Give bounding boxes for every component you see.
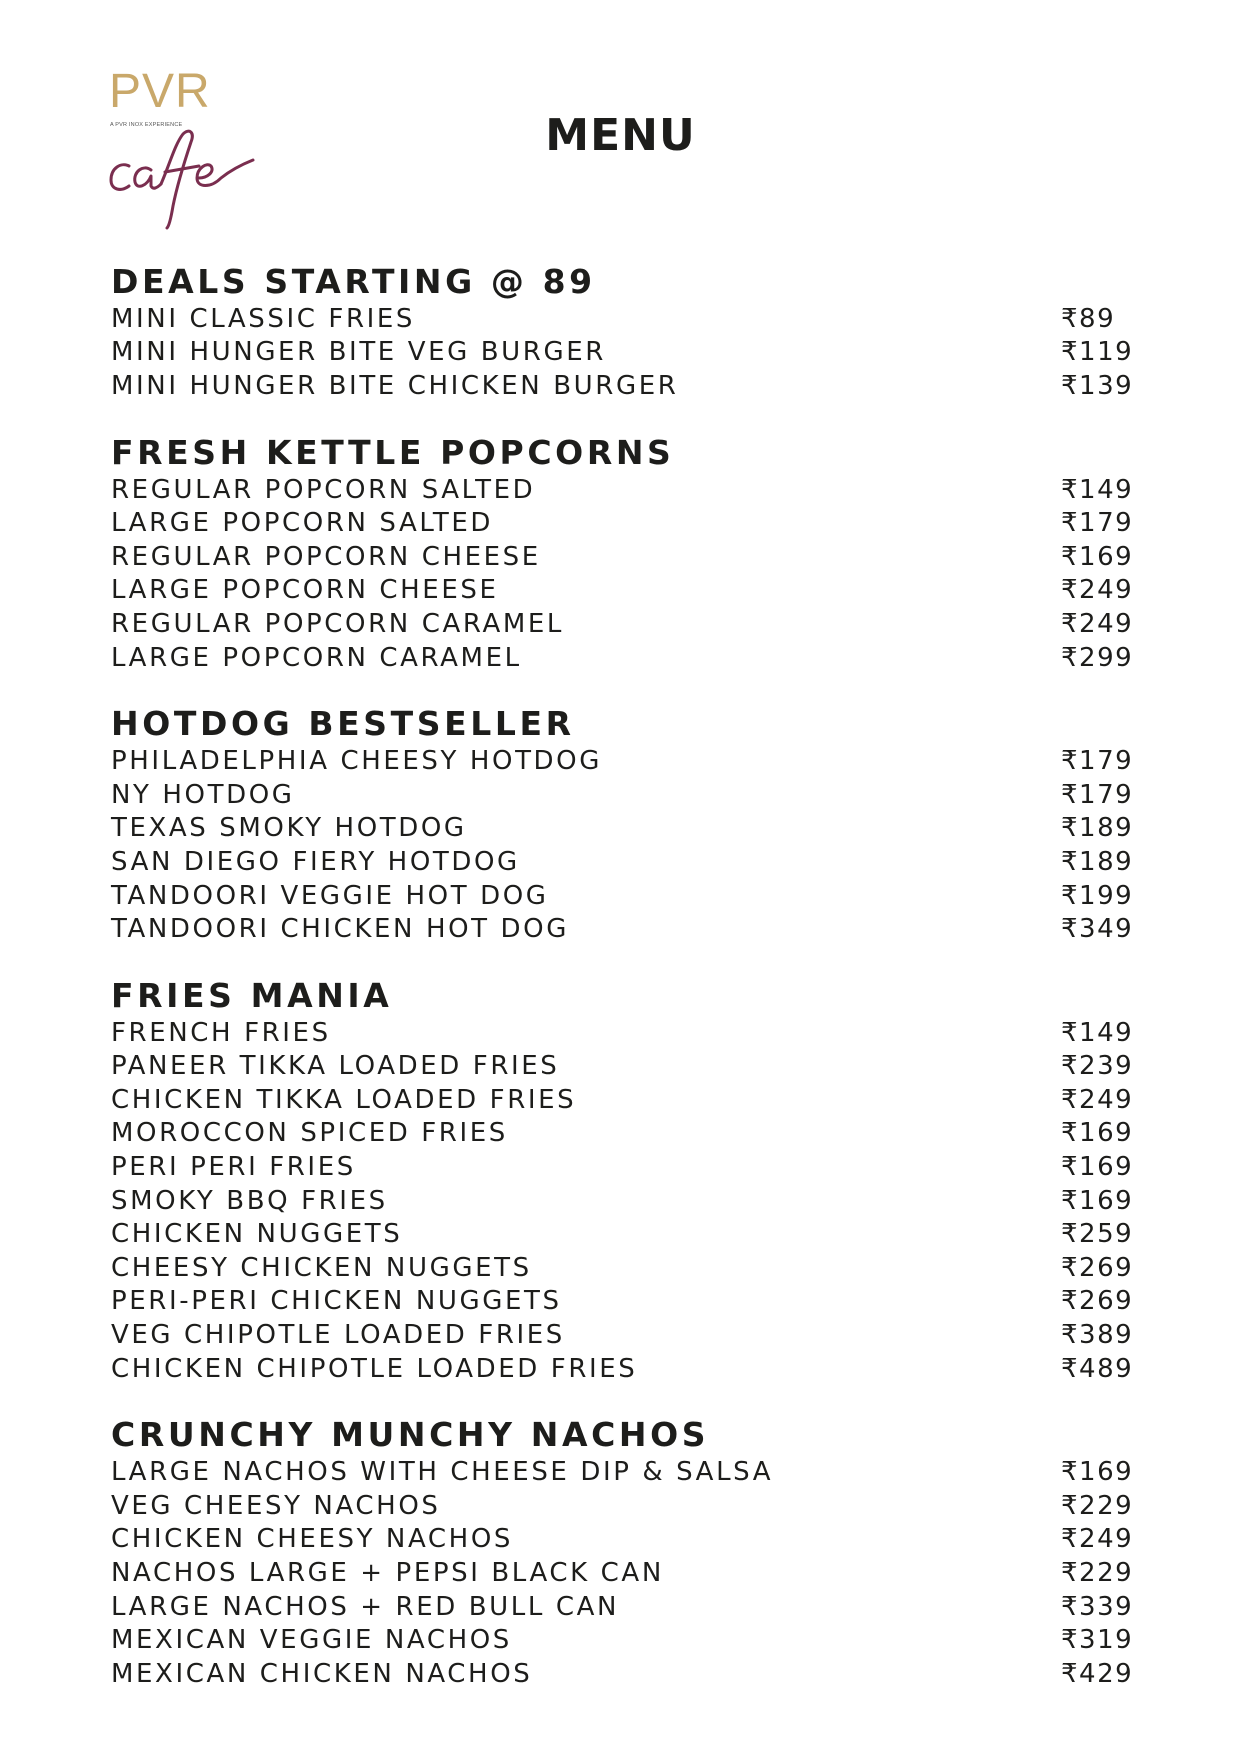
menu-item <box>111 778 1134 812</box>
menu-item <box>111 302 1131 336</box>
menu-item-name: CHEESY CHICKEN NUGGETS <box>111 1252 532 1283</box>
menu-item-price: ₹189 <box>1061 813 1134 844</box>
menu-item-name: NACHOS LARGE + PEPSI BLACK CAN <box>111 1558 664 1589</box>
menu-item <box>111 641 1134 675</box>
menu-item-name: CHICKEN NUGGETS <box>111 1219 403 1250</box>
menu-item-price: ₹339 <box>1061 1591 1134 1622</box>
menu-item-name: PANEER TIKKA LOADED FRIES <box>111 1051 560 1082</box>
menu-item-price: ₹249 <box>1061 1084 1134 1115</box>
menu-item <box>111 1251 1134 1285</box>
menu-item <box>111 912 1134 946</box>
menu-item-name: CHICKEN TIKKA LOADED FRIES <box>111 1084 577 1115</box>
menu-item <box>111 336 1134 370</box>
menu-item-name: REGULAR POPCORN CARAMEL <box>111 608 564 639</box>
menu-item-name: MINI HUNGER BITE VEG BURGER <box>111 337 606 368</box>
menu-item-name: REGULAR POPCORN SALTED <box>111 474 536 505</box>
menu-section <box>111 1415 1134 1690</box>
menu-item-price: ₹349 <box>1061 914 1134 945</box>
section-title: DEALS STARTING @ 89 <box>111 262 596 301</box>
menu-item <box>111 879 1134 913</box>
menu-section <box>111 432 1134 675</box>
menu-item-name: TANDOORI CHICKEN HOT DOG <box>111 914 569 945</box>
menu-item <box>111 845 1134 879</box>
menu-item-price: ₹259 <box>1061 1219 1134 1250</box>
menu-section <box>111 262 1134 403</box>
menu-item <box>111 1455 1134 1489</box>
menu-item-name: SMOKY BBQ FRIES <box>111 1185 388 1216</box>
menu-item <box>111 1590 1134 1624</box>
menu-item-price: ₹179 <box>1061 779 1134 810</box>
menu-item <box>111 1352 1134 1386</box>
menu-item-price: ₹299 <box>1061 642 1134 673</box>
menu-item <box>111 1556 1134 1590</box>
menu-item <box>111 540 1134 574</box>
section-title: HOTDOG BESTSELLER <box>111 704 575 744</box>
menu-item-price: ₹319 <box>1061 1625 1134 1656</box>
menu-item-name: CHICKEN CHEESY NACHOS <box>111 1524 513 1555</box>
menu-item <box>111 1083 1134 1117</box>
menu-item <box>111 812 1134 846</box>
menu-item-price: ₹269 <box>1061 1286 1134 1317</box>
menu-item <box>111 506 1134 540</box>
menu-item <box>111 1623 1134 1657</box>
section-title: FRESH KETTLE POPCORNS <box>111 432 675 472</box>
menu-item-price: ₹149 <box>1061 474 1134 505</box>
menu-item-price: ₹229 <box>1061 1558 1134 1589</box>
menu-item-price: ₹249 <box>1061 1524 1134 1555</box>
menu-item-price: ₹179 <box>1061 746 1134 777</box>
menu-item <box>111 1523 1134 1557</box>
logo-brand-text: PVR <box>109 65 211 118</box>
menu-item-name: MOROCCON SPICED FRIES <box>111 1118 508 1149</box>
section-title: CRUNCHY MUNCHY NACHOS <box>111 1415 710 1455</box>
menu-item-price: ₹169 <box>1061 1152 1134 1183</box>
menu-item-name: REGULAR POPCORN CHEESE <box>111 541 541 572</box>
menu-item-price: ₹169 <box>1061 1457 1134 1488</box>
menu-item-name: SAN DIEGO FIERY HOTDOG <box>111 846 520 877</box>
menu-item <box>111 607 1134 641</box>
menu-item-name: VEG CHEESY NACHOS <box>111 1490 441 1521</box>
menu-item <box>111 1150 1134 1184</box>
menu-item <box>111 574 1134 608</box>
menu-item-price: ₹89 <box>1061 303 1116 334</box>
menu-item-price: ₹189 <box>1061 846 1134 877</box>
menu-item-name: FRENCH FRIES <box>111 1017 331 1048</box>
menu-item-name: TANDOORI VEGGIE HOT DOG <box>111 880 549 911</box>
menu-item-price: ₹249 <box>1061 608 1134 639</box>
menu-item-price: ₹429 <box>1061 1658 1134 1689</box>
menu-item <box>111 1489 1134 1523</box>
menu-title: MENU <box>545 110 696 161</box>
menu-item-name: LARGE NACHOS WITH CHEESE DIP & SALSA <box>111 1457 774 1488</box>
menu-item-name: VEG CHIPOTLE LOADED FRIES <box>111 1320 565 1351</box>
menu-item <box>111 369 1134 403</box>
menu-item-price: ₹169 <box>1061 1185 1134 1216</box>
section-title: FRIES MANIA <box>111 975 393 1015</box>
menu-section <box>111 704 1134 946</box>
menu-item <box>111 1285 1134 1319</box>
menu-list <box>111 262 1134 1721</box>
menu-item-price: ₹489 <box>1061 1353 1134 1384</box>
menu-item-name: MINI CLASSIC FRIES <box>111 303 416 334</box>
menu-item-name: TEXAS SMOKY HOTDOG <box>111 813 467 844</box>
menu-item <box>111 1016 1134 1050</box>
menu-item-price: ₹169 <box>1061 1118 1134 1149</box>
menu-item <box>111 1050 1134 1084</box>
menu-item-name: LARGE NACHOS + RED BULL CAN <box>111 1591 620 1622</box>
menu-item-name: PHILADELPHIA CHEESY HOTDOG <box>111 746 602 777</box>
menu-item-price: ₹169 <box>1061 541 1134 572</box>
menu-item-price: ₹119 <box>1061 337 1134 368</box>
menu-item-name: NY HOTDOG <box>111 779 295 810</box>
menu-item-name: LARGE POPCORN SALTED <box>111 508 494 539</box>
menu-item-price: ₹249 <box>1061 575 1134 606</box>
menu-item-name: MEXICAN CHICKEN NACHOS <box>111 1658 533 1689</box>
menu-item-price: ₹199 <box>1061 880 1134 911</box>
menu-item <box>111 1184 1134 1218</box>
menu-item-price: ₹149 <box>1061 1017 1134 1048</box>
menu-item-name: LARGE POPCORN CARAMEL <box>111 642 522 673</box>
menu-item <box>111 1217 1134 1251</box>
menu-item-name: CHICKEN CHIPOTLE LOADED FRIES <box>111 1353 638 1384</box>
menu-item-price: ₹179 <box>1061 508 1134 539</box>
menu-item-name: MINI HUNGER BITE CHICKEN BURGER <box>111 370 679 401</box>
menu-item-name: LARGE POPCORN CHEESE <box>111 575 499 606</box>
menu-item-price: ₹269 <box>1061 1252 1134 1283</box>
menu-item <box>111 473 1134 507</box>
menu-item <box>111 1318 1134 1352</box>
menu-item <box>111 744 1134 778</box>
menu-item-name: PERI-PERI CHICKEN NUGGETS <box>111 1286 562 1317</box>
menu-item <box>111 1657 1134 1691</box>
menu-section <box>111 975 1134 1386</box>
menu-item-price: ₹389 <box>1061 1320 1134 1351</box>
menu-item-price: ₹239 <box>1061 1051 1134 1082</box>
menu-item <box>111 1117 1134 1151</box>
menu-item-name: MEXICAN VEGGIE NACHOS <box>111 1625 512 1656</box>
menu-item-price: ₹229 <box>1061 1490 1134 1521</box>
menu-item-name: PERI PERI FRIES <box>111 1152 356 1183</box>
menu-item-price: ₹139 <box>1061 370 1134 401</box>
logo-tagline: A PVR INOX EXPERIENCE <box>110 122 183 128</box>
